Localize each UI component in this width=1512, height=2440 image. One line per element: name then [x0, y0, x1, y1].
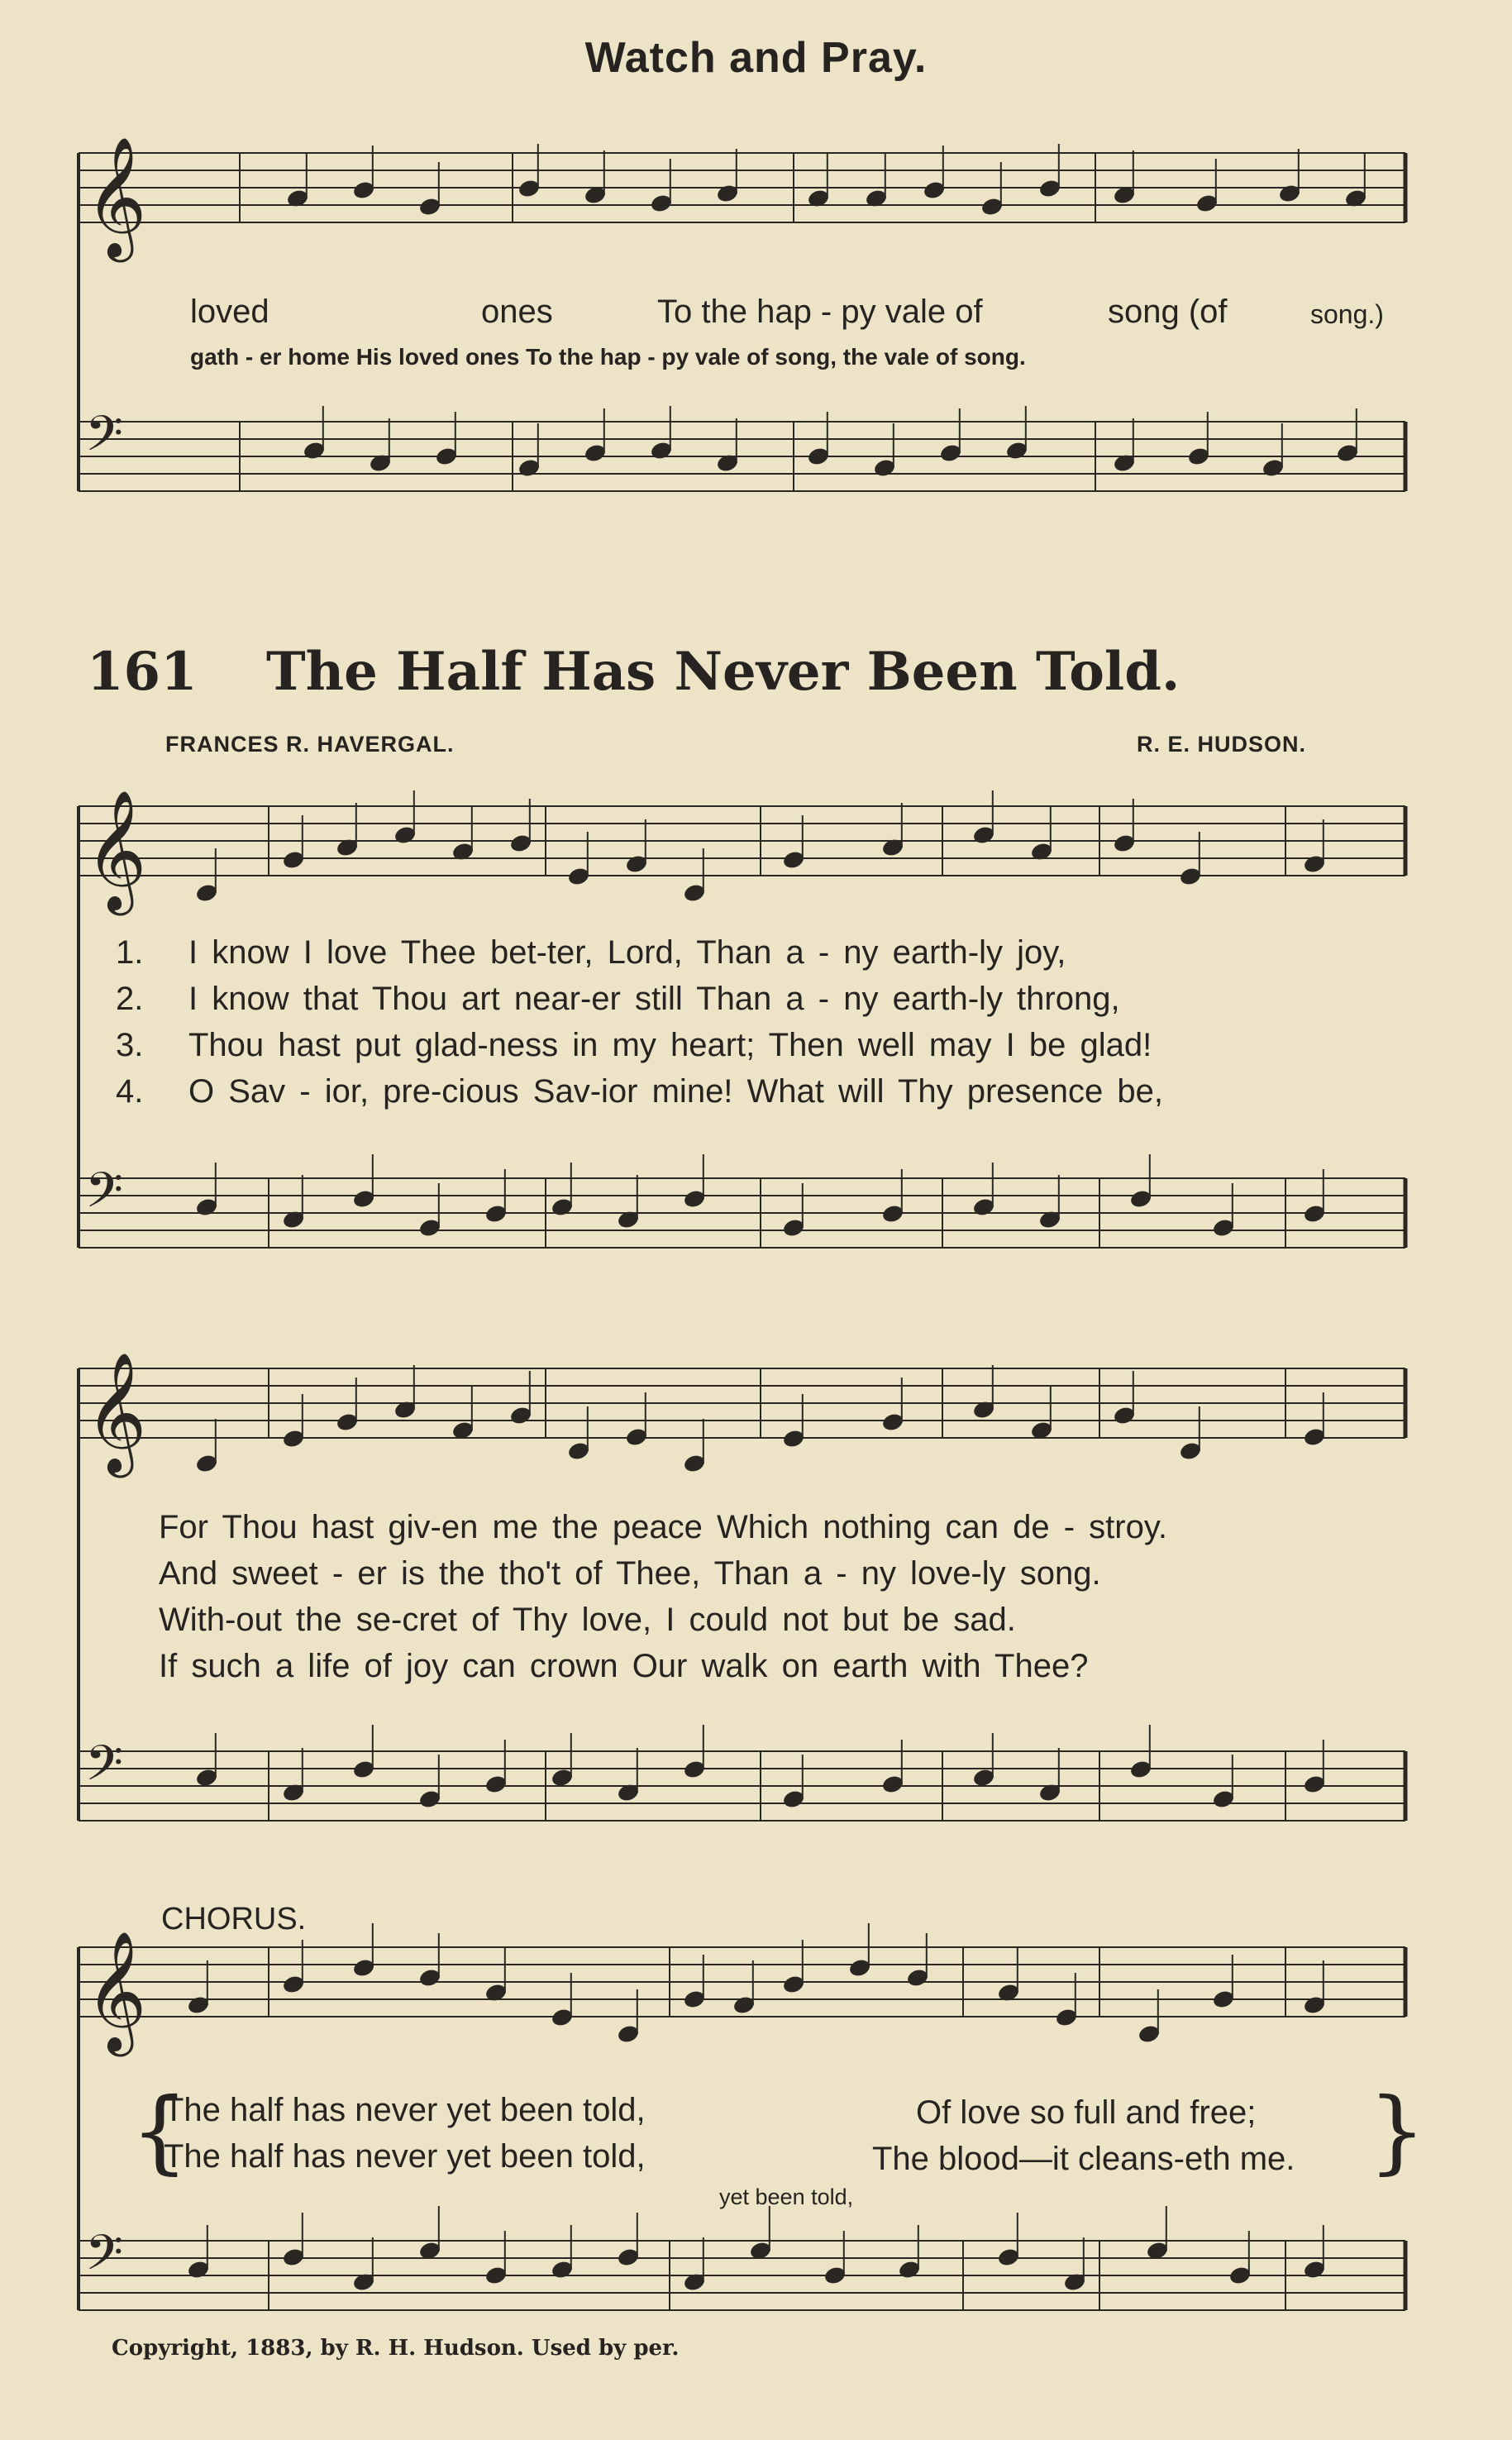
top-lyric-3: To the hap - py vale of — [657, 294, 983, 330]
verse-4-number: 4. — [116, 1073, 144, 1110]
system-1-treble-clef: 𝄞 — [85, 789, 147, 910]
top-lyric-1: loved — [190, 294, 269, 330]
chorus-line-2b: The blood—it cleans-eth me. — [872, 2141, 1295, 2177]
system-0-bass-clef: 𝄢 — [85, 405, 123, 475]
verse-1-line-b: For Thou hast giv-en me the peace Which nothing can de - stroy. — [159, 1509, 1168, 1545]
music-credit: R. E. HUDSON. — [1137, 732, 1307, 757]
system-2-treble-clef: 𝄞 — [85, 1351, 147, 1473]
verse-3-number: 3. — [116, 1027, 144, 1063]
verse-2-line-b: And sweet - er is the tho't of Thee, Than a - ny love-ly song. — [159, 1555, 1101, 1592]
left-brace: { — [131, 2078, 188, 2184]
system-2-bass-clef: 𝄢 — [85, 1735, 123, 1804]
hymn-title: The Half Has Never Been Told. — [266, 641, 1181, 703]
hymn-number: 161 — [87, 641, 198, 703]
verse-2-number: 2. — [116, 981, 144, 1017]
verse-3-line-a: Thou hast put glad-ness in my heart; Then well may I be glad! — [188, 1027, 1152, 1063]
verse-1-line-a: I know I love Thee bet-ter, Lord, Than a - ny earth-ly joy, — [188, 934, 1066, 971]
verse-2-line-a: I know that Thou art near-er still Than a - ny earth-ly throng, — [188, 981, 1120, 1017]
top-hymn-title: Watch and Pray. — [584, 34, 928, 82]
chorus-line-1a: The half has never yet been told, — [164, 2092, 646, 2128]
system-3-bass-clef: 𝄢 — [85, 2224, 123, 2294]
top-lyric-4: song (of — [1108, 294, 1228, 330]
top-lyric-line2: gath - er home His loved ones To the hap - py vale of song, the vale of song. — [190, 344, 1026, 370]
system-0-treble-clef: 𝄞 — [85, 136, 147, 257]
verse-1-number: 1. — [116, 934, 144, 971]
chorus-label: CHORUS. — [161, 1902, 307, 1936]
system-3-treble-clef: 𝄞 — [85, 1930, 147, 2051]
system-1-bass-clef: 𝄢 — [85, 1162, 123, 1231]
words-credit: FRANCES R. HAVERGAL. — [165, 732, 455, 757]
chorus-bass-words: yet been told, — [719, 2185, 854, 2209]
right-brace: } — [1368, 2078, 1426, 2184]
verse-4-line-b: If such a life of joy can crown Our walk on earth with Thee? — [159, 1648, 1089, 1684]
copyright-footer: Copyright, 1883, by R. H. Hudson. Used by per. — [112, 2336, 680, 2361]
top-lyric-5: song.) — [1310, 299, 1384, 329]
chorus-line-1b: Of love so full and free; — [916, 2094, 1257, 2131]
chorus-line-2a: The half has never yet been told, — [164, 2138, 646, 2175]
verse-4-line-a: O Sav - ior, pre-cious Sav-ior mine! What will Thy presence be, — [188, 1073, 1164, 1110]
top-lyric-2: ones — [481, 294, 553, 330]
verse-3-line-b: With-out the se-cret of Thy love, I could not but be sad. — [159, 1602, 1016, 1638]
